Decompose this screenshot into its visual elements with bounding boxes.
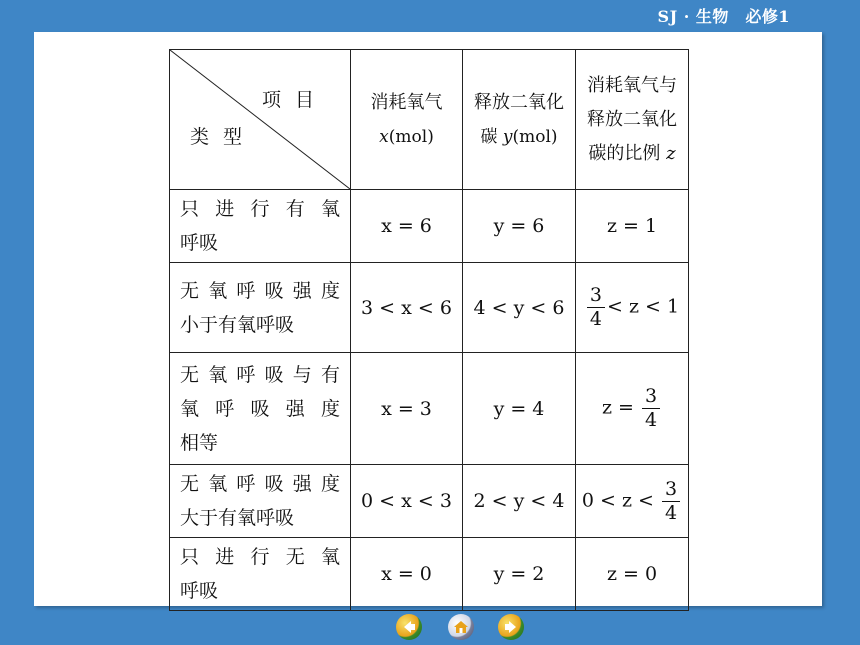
diagonal-divider	[170, 50, 350, 189]
course-label: SJ · 生物 必修1	[657, 7, 790, 26]
home-button[interactable]	[448, 614, 474, 640]
corner-label-type: 类型	[190, 126, 257, 148]
fraction: $\frac{3}{4}$	[662, 478, 680, 525]
y-value: y = 6	[463, 190, 576, 263]
y-value: 2 < y < 4	[463, 465, 576, 538]
table-row	[170, 538, 689, 611]
table-row	[170, 190, 689, 263]
next-page-button[interactable]	[498, 614, 524, 640]
x-value: x = 0	[351, 538, 463, 611]
type-cell: 只进行有氧 呼吸	[170, 190, 351, 263]
y-value: 4 < y < 6	[463, 263, 576, 353]
fraction: $\frac{3}{4}$	[642, 385, 660, 432]
table-row	[170, 465, 689, 538]
y-value: y = 4	[463, 353, 576, 465]
x-value: 3 < x < 6	[351, 263, 463, 353]
type-cell: 只进行无氧 呼吸	[170, 538, 351, 611]
home-icon	[453, 619, 469, 635]
corner-header-cell	[170, 50, 351, 190]
column-header-co2-released: 释放二氧化 碳 y(mol)	[463, 50, 576, 190]
z-value: $\frac{3}{4}$ < z < 1	[576, 263, 689, 353]
x-value: 0 < x < 3	[351, 465, 463, 538]
prev-arrow-icon	[401, 619, 417, 635]
respiration-table	[169, 49, 689, 611]
x-value: x = 3	[351, 353, 463, 465]
table-header-row	[170, 50, 689, 190]
type-cell: 无氧呼吸强度 大于有氧呼吸	[170, 465, 351, 538]
prev-page-button[interactable]	[396, 614, 422, 640]
fraction: $\frac{3}{4}$	[587, 284, 605, 331]
column-header-ratio: 消耗氧气与 释放二氧化 碳的比例 z	[576, 50, 689, 190]
y-value: y = 2	[463, 538, 576, 611]
type-cell: 无氧呼吸强度 小于有氧呼吸	[170, 263, 351, 353]
type-cell: 无氧呼吸与有 氧呼吸强度 相等	[170, 353, 351, 465]
table-row	[170, 263, 689, 353]
z-value: z = 0	[576, 538, 689, 611]
z-value: z = $\frac{3}{4}$	[576, 353, 689, 465]
table-row	[170, 353, 689, 465]
next-arrow-icon	[503, 619, 519, 635]
z-value: z = 1	[576, 190, 689, 263]
z-value: 0 < z < $\frac{3}{4}$	[576, 465, 689, 538]
x-value: x = 6	[351, 190, 463, 263]
column-header-oxygen-consumed: 消耗氧气 x(mol)	[351, 50, 463, 190]
slide-content	[34, 32, 822, 606]
corner-label-items: 项目	[261, 89, 328, 111]
